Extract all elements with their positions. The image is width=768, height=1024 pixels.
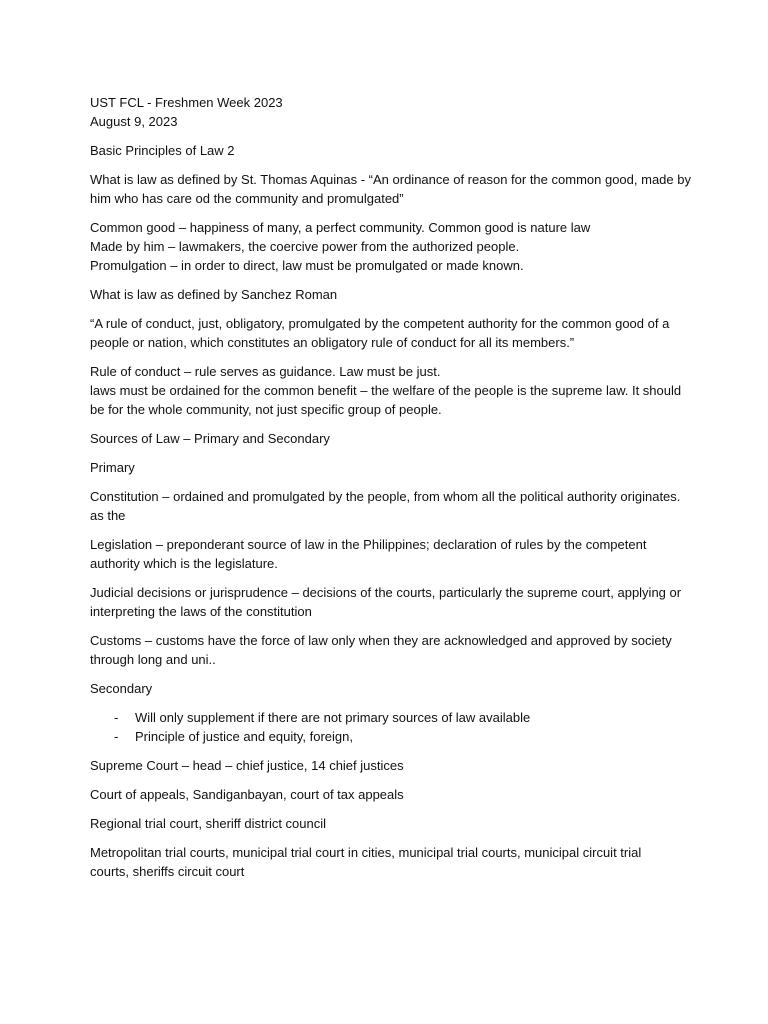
primary-heading <box>90 458 690 477</box>
aquinas-line-1: What is law as defined by St. Thomas Aquinas - “An ordinance of reason for the common good, made by <box>90 172 691 187</box>
secondary-heading-text: Secondary <box>90 681 153 696</box>
legislation-line-1: Legislation – preponderant source of law in the Philippines; declaration of rules by the competent <box>90 537 647 552</box>
supreme-court-paragraph <box>90 756 690 775</box>
list-item <box>90 727 690 746</box>
rule-of-conduct-line-2: laws must be ordained for the common benefit – the welfare of the people is the supreme law. It should <box>90 383 682 398</box>
sources-heading-text: Sources of Law – Primary and Secondary <box>90 431 330 446</box>
bullet-text: Principle of justice and equity, foreign, <box>135 729 353 744</box>
bullet-text: Will only supplement if there are not primary sources of law available <box>135 710 531 725</box>
document-title <box>90 141 690 160</box>
judicial-paragraph <box>90 583 690 621</box>
common-good-text: Common good – happiness of many, a perfect community. Common good is nature law <box>90 220 591 235</box>
primary-heading-text: Primary <box>90 460 135 475</box>
judicial-line-1: Judicial decisions or jurisprudence – decisions of the courts, particularly the supreme court, applying or <box>90 585 682 600</box>
bullet-dash: - <box>114 729 119 744</box>
constitution-line-1: Constitution – ordained and promulgated by the people, from whom all the political authority originates. <box>90 489 681 504</box>
header-date: August 9, 2023 <box>90 114 178 129</box>
list-item <box>90 708 690 727</box>
sanchez-heading <box>90 285 690 304</box>
header-block <box>90 93 690 131</box>
bullet-dash: - <box>114 710 119 725</box>
legislation-line-2: authority which is the legislature. <box>90 556 278 571</box>
rule-of-conduct-line-1: Rule of conduct – rule serves as guidance. Law must be just. <box>90 364 441 379</box>
metropolitan-line-1: Metropolitan trial courts, municipal trial court in cities, municipal trial courts, municipal circuit trial <box>90 845 642 860</box>
aquinas-definition <box>90 170 690 208</box>
legislation-paragraph <box>90 535 690 573</box>
sources-heading <box>90 429 690 448</box>
constitution-line-2: as the <box>90 508 126 523</box>
sanchez-quote-line-1: “A rule of conduct, just, obligatory, promulgated by the competent authority for the common good of a <box>90 316 670 331</box>
court-of-appeals-text: Court of appeals, Sandiganbayan, court of tax appeals <box>90 787 404 802</box>
customs-line-1: Customs – customs have the force of law only when they are acknowledged and approved by society <box>90 633 672 648</box>
judicial-line-2: interpreting the laws of the constitution <box>90 604 312 619</box>
sanchez-heading-text: What is law as defined by Sanchez Roman <box>90 287 338 302</box>
metropolitan-paragraph <box>90 843 690 881</box>
secondary-heading <box>90 679 690 698</box>
customs-line-2: through long and uni.. <box>90 652 216 667</box>
made-by-him-text: Made by him – lawmakers, the coercive power from the authorized people. <box>90 239 520 254</box>
rule-of-conduct-line-3: be for the whole community, not just specific group of people. <box>90 402 442 417</box>
promulgation-text: Promulgation – in order to direct, law must be promulgated or made known. <box>90 258 524 273</box>
sanchez-quote-line-2: people or nation, which constitutes an obligatory rule of conduct for all its members.” <box>90 335 575 350</box>
document-body <box>90 93 690 891</box>
title-text: Basic Principles of Law 2 <box>90 143 235 158</box>
customs-paragraph <box>90 631 690 669</box>
header-event: UST FCL - Freshmen Week 2023 <box>90 95 283 110</box>
sanchez-quote <box>90 314 690 352</box>
rule-of-conduct <box>90 362 690 419</box>
court-of-appeals-paragraph <box>90 785 690 804</box>
aquinas-terms <box>90 218 690 275</box>
secondary-bullet-list <box>90 708 690 746</box>
constitution-paragraph <box>90 487 690 525</box>
metropolitan-line-2: courts, sheriffs circuit court <box>90 864 245 879</box>
regional-trial-text: Regional trial court, sheriff district council <box>90 816 327 831</box>
regional-trial-paragraph <box>90 814 690 833</box>
supreme-court-text: Supreme Court – head – chief justice, 14 chief justices <box>90 758 404 773</box>
aquinas-line-2: him who has care od the community and promulgated” <box>90 191 404 206</box>
